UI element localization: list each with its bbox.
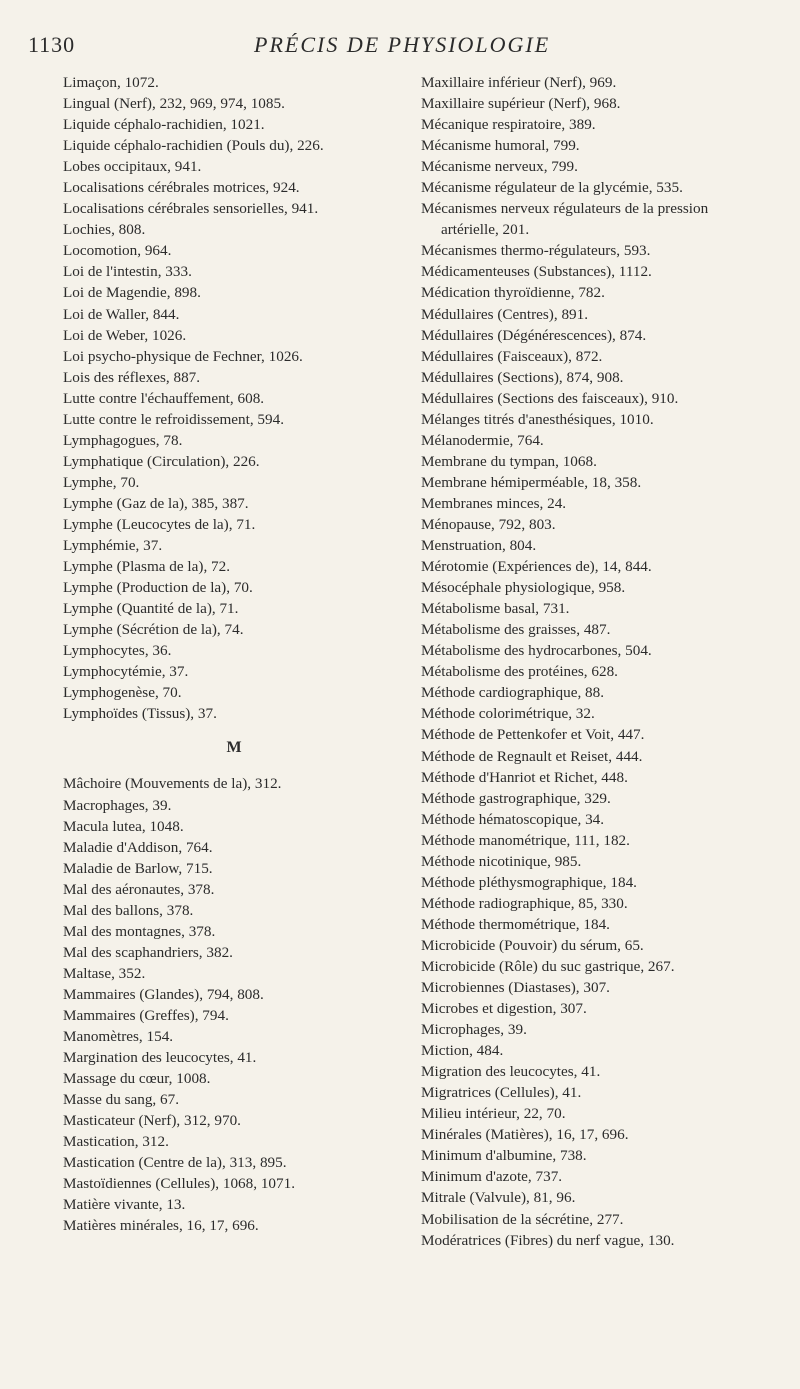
- index-entry: Maladie de Barlow, 715.: [63, 859, 213, 877]
- index-entry: Mitrale (Valvule), 81, 96.: [421, 1189, 576, 1207]
- index-entry: Méthode pléthysmographique, 184.: [421, 873, 637, 891]
- index-entry: Modératrices (Fibres) du nerf vague, 130.: [421, 1231, 675, 1249]
- index-entry: Médullaires (Sections), 874, 908.: [421, 368, 624, 386]
- index-entry: Milieu intérieur, 22, 70.: [421, 1105, 566, 1123]
- index-entry: Métabolisme basal, 731.: [421, 600, 570, 618]
- index-entry: Mécanisme humoral, 799.: [421, 137, 580, 155]
- index-entry: Lobes occipitaux, 941.: [63, 158, 202, 176]
- index-entry: Limaçon, 1072.: [63, 74, 159, 91]
- entry-list-m: [63, 773, 405, 1236]
- index-entry: Mésocéphale physiologique, 958.: [421, 579, 626, 597]
- index-entry: Liquide céphalo-rachidien, 1021.: [63, 116, 265, 134]
- index-entry: Locomotion, 964.: [63, 242, 172, 260]
- index-entry: Lymphatique (Circulation), 226.: [63, 452, 260, 470]
- index-entry: Médicamenteuses (Substances), 1112.: [421, 263, 652, 281]
- index-entry: Méthode colorimétrique, 32.: [421, 705, 595, 723]
- index-entry: Mélanges titrés d'anesthésiques, 1010.: [421, 410, 654, 428]
- index-entry: Mastication (Centre de la), 313, 895.: [63, 1154, 287, 1172]
- index-entry: Miction, 484.: [421, 1042, 504, 1060]
- index-entry: Métabolisme des hydrocarbones, 504.: [421, 642, 652, 660]
- index-entry: Lymphe, 70.: [63, 473, 140, 491]
- index-entry: Lymphémie, 37.: [63, 537, 163, 555]
- index-entry: Mécanisme nerveux, 799.: [421, 158, 578, 176]
- index-entry: Matières minérales, 16, 17, 696.: [63, 1217, 259, 1235]
- index-entry: Lymphoïdes (Tissus), 37.: [63, 705, 217, 723]
- index-entry: Lymphogenèse, 70.: [63, 684, 182, 702]
- index-entry: Minimum d'azote, 737.: [421, 1168, 563, 1186]
- index-entry: Méthode de Pettenkofer et Voit, 447.: [421, 726, 645, 744]
- index-entry: Médullaires (Dégénérescences), 874.: [421, 326, 647, 344]
- entry-list-m-continued: [421, 72, 763, 1251]
- index-entry: Lymphe (Production de la), 70.: [63, 579, 253, 597]
- index-entry: Lymphe (Sécrétion de la), 74.: [63, 621, 244, 639]
- index-entry: Membranes minces, 24.: [421, 494, 567, 512]
- index-entry: Loi de Magendie, 898.: [63, 284, 201, 302]
- index-entry: Minimum d'albumine, 738.: [421, 1147, 587, 1165]
- index-entry: Médullaires (Centres), 891.: [421, 305, 589, 323]
- index-entry: Menstruation, 804.: [421, 537, 537, 555]
- index-entry: Localisations cérébrales motrices, 924.: [63, 179, 300, 197]
- index-entry: Membrane du tympan, 1068.: [421, 452, 597, 470]
- index-entry: Médullaires (Faisceaux), 872.: [421, 347, 603, 365]
- index-entry: Mérotomie (Expériences de), 14, 844.: [421, 558, 652, 576]
- index-entry: Mammaires (Glandes), 794, 808.: [63, 985, 264, 1003]
- index-entry: Mécanismes thermo-régulateurs, 593.: [421, 242, 651, 260]
- index-column-left: [63, 72, 405, 1236]
- index-entry: Lymphe (Quantité de la), 71.: [63, 600, 239, 618]
- index-entry: Médication thyroïdienne, 782.: [421, 284, 605, 302]
- index-entry: Méthode cardiographique, 88.: [421, 684, 605, 702]
- index-entry: Microbicide (Pouvoir) du sérum, 65.: [421, 936, 644, 954]
- index-entry: Métabolisme des graisses, 487.: [421, 621, 611, 639]
- index-entry: Manomètres, 154.: [63, 1028, 174, 1046]
- index-entry: Lymphe (Gaz de la), 385, 387.: [63, 494, 249, 512]
- index-column-right: [421, 72, 763, 1251]
- index-entry: Méthode gastrographique, 329.: [421, 789, 611, 807]
- entry-list-l: [63, 72, 405, 724]
- index-entry: Loi psycho-physique de Fechner, 1026.: [63, 347, 303, 365]
- index-entry: Mal des montagnes, 378.: [63, 922, 216, 940]
- index-entry: Méthode manométrique, 111, 182.: [421, 831, 630, 849]
- index-entry: Lingual (Nerf), 232, 969, 974, 1085.: [63, 95, 285, 113]
- index-entry: Ménopause, 792, 803.: [421, 515, 556, 533]
- index-entry: Lymphocytémie, 37.: [63, 663, 189, 681]
- index-entry: Masse du sang, 67.: [63, 1091, 180, 1109]
- index-entry: Métabolisme des protéines, 628.: [421, 663, 618, 681]
- index-entry: Lymphe (Leucocytes de la), 71.: [63, 515, 256, 533]
- index-entry: Mastoïdiennes (Cellules), 1068, 1071.: [63, 1175, 296, 1193]
- index-entry: Lochies, 808.: [63, 221, 146, 239]
- index-entry: Lymphagogues, 78.: [63, 431, 183, 449]
- index-entry: Macula lutea, 1048.: [63, 817, 184, 835]
- index-entry: Maxillaire supérieur (Nerf), 968.: [421, 95, 621, 113]
- index-entry: Lymphocytes, 36.: [63, 642, 172, 660]
- index-entry: Microbicide (Rôle) du suc gastrique, 267.: [421, 957, 675, 975]
- index-entry: Liquide céphalo-rachidien (Pouls du), 226.: [63, 137, 324, 155]
- index-entry: Minérales (Matières), 16, 17, 696.: [421, 1126, 629, 1144]
- index-entry: Mélanodermie, 764.: [421, 431, 544, 449]
- index-entry: Méthode radiographique, 85, 330.: [421, 894, 628, 912]
- index-entry: Macrophages, 39.: [63, 796, 172, 814]
- index-entry: Mal des ballons, 378.: [63, 901, 194, 919]
- index-entry: Loi de Weber, 1026.: [63, 326, 187, 344]
- index-entry: Masticateur (Nerf), 312, 970.: [63, 1112, 241, 1130]
- section-letter-m: M: [226, 739, 242, 757]
- index-entry: Loi de Waller, 844.: [63, 305, 180, 323]
- page-header: [28, 32, 768, 62]
- index-entry: Massage du cœur, 1008.: [63, 1070, 211, 1088]
- index-entry: Microphages, 39.: [421, 1021, 527, 1039]
- index-entry: Matière vivante, 13.: [63, 1196, 186, 1214]
- index-entry: Mécanisme régulateur de la glycémie, 535.: [421, 179, 683, 197]
- index-entry: Mal des scaphandriers, 382.: [63, 943, 233, 961]
- index-entry: Méthode nicotinique, 985.: [421, 852, 582, 870]
- index-entry: Mobilisation de la sécrétine, 277.: [421, 1210, 624, 1228]
- index-entry: Mécanismes nerveux régulateurs de la pression artérielle, 201.: [421, 200, 709, 239]
- index-entry: Lutte contre le refroidissement, 594.: [63, 410, 284, 428]
- index-entry: Méthode hématoscopique, 34.: [421, 810, 605, 828]
- index-entry: Margination des leucocytes, 41.: [63, 1049, 257, 1067]
- index-entry: Mécanique respiratoire, 389.: [421, 116, 596, 134]
- index-entry: Méthode de Regnault et Reiset, 444.: [421, 747, 643, 765]
- index-entry: Maxillaire inférieur (Nerf), 969.: [421, 74, 617, 91]
- index-entry: Lois des réflexes, 887.: [63, 368, 201, 386]
- index-entry: Localisations cérébrales sensorielles, 941.: [63, 200, 319, 218]
- index-entry: Microbes et digestion, 307.: [421, 1000, 587, 1018]
- index-entry: Méthode thermométrique, 184.: [421, 915, 610, 933]
- index-entry: Loi de l'intestin, 333.: [63, 263, 192, 281]
- index-entry: Mal des aéronautes, 378.: [63, 880, 215, 898]
- index-entry: Migration des leucocytes, 41.: [421, 1063, 601, 1081]
- index-entry: Lymphe (Plasma de la), 72.: [63, 558, 231, 576]
- index-entry: Microbiennes (Diastases), 307.: [421, 979, 610, 997]
- index-entry: Membrane hémiperméable, 18, 358.: [421, 473, 642, 491]
- index-entry: Lutte contre l'échauffement, 608.: [63, 389, 265, 407]
- index-entry: Médullaires (Sections des faisceaux), 910.: [421, 389, 679, 407]
- running-title: PRÉCIS DE PHYSIOLOGIE: [254, 32, 551, 57]
- index-entry: Méthode d'Hanriot et Richet, 448.: [421, 768, 628, 786]
- index-entry: Maltase, 352.: [63, 964, 146, 982]
- index-entry: Mammaires (Greffes), 794.: [63, 1006, 229, 1024]
- index-entry: Mâchoire (Mouvements de la), 312.: [63, 775, 282, 793]
- index-entry: Maladie d'Addison, 764.: [63, 838, 213, 856]
- index-entry: Migratrices (Cellules), 41.: [421, 1084, 582, 1102]
- index-entry: Mastication, 312.: [63, 1133, 169, 1151]
- page-number: 1130: [28, 32, 76, 57]
